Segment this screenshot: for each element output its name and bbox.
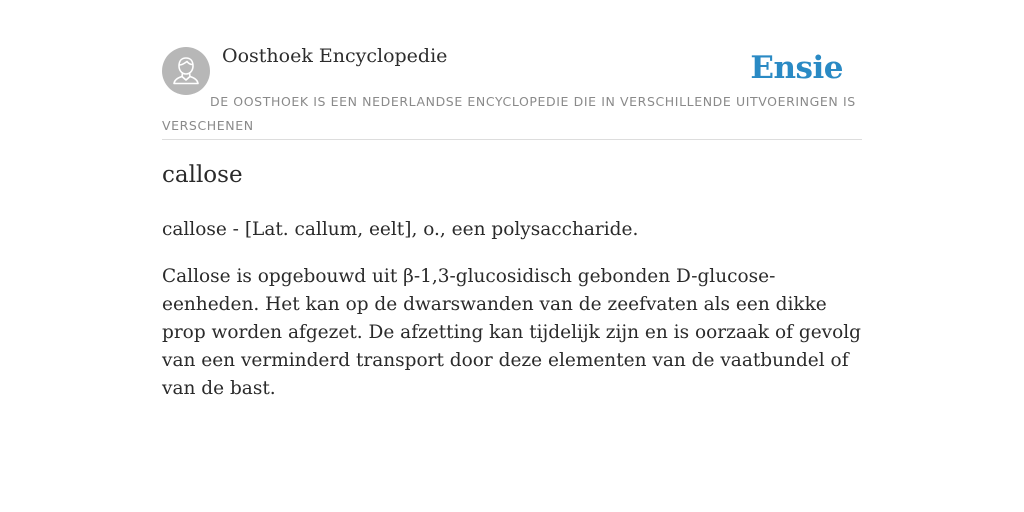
entry-body: Callose is opgebouwd uit β-1,3-glucosidisch gebonden D-glucose-eenheden. Het kan op de dwarswanden van de zeefvaten als een dikke prop worden afgezet. De afzetting kan tijdelijk zijn en is oorzaak of gevolg van een verminderd transport door deze elementen van de vaatbundel of van de bast. bbox=[162, 266, 861, 399]
user-silhouette-icon bbox=[162, 47, 210, 95]
header-divider bbox=[162, 139, 862, 140]
source-title[interactable]: Oosthoek Encyclopedie bbox=[222, 45, 448, 67]
entry-definition: callose - [Lat. callum, eelt], o., een polysaccharide. bbox=[162, 219, 639, 240]
source-description: DE OOSTHOEK IS EEN NEDERLANDSE ENCYCLOPEDIE DIE IN VERSCHILLENDE UITVOERINGEN IS VERSCHENEN bbox=[162, 94, 856, 133]
ensie-logo[interactable]: Ensie bbox=[750, 50, 843, 86]
entry-title: callose bbox=[162, 162, 243, 188]
source-avatar[interactable] bbox=[162, 47, 210, 95]
